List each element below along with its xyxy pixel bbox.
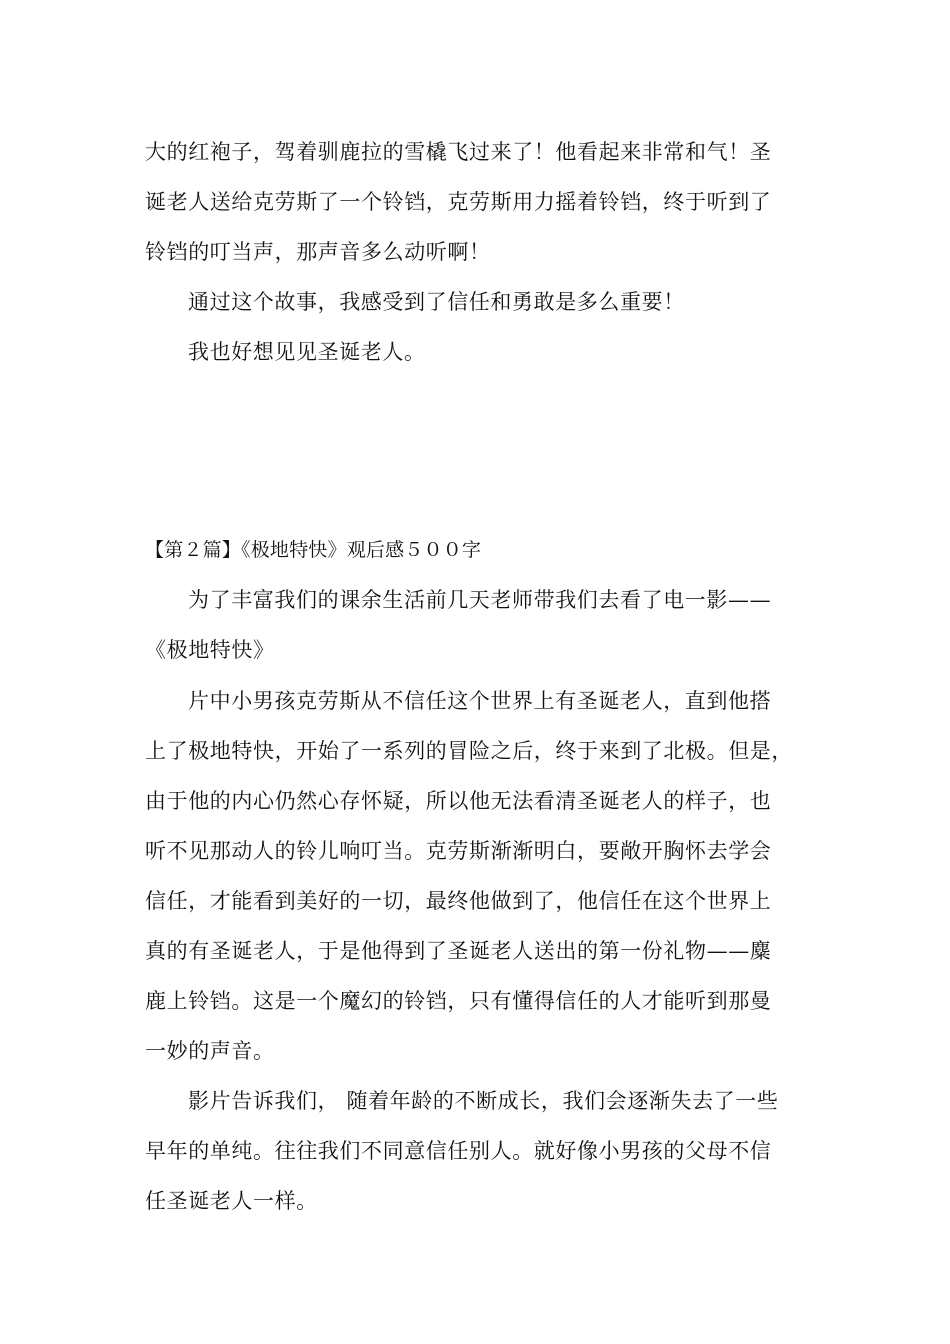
paragraph-line: 铃铛的叮当声，那声音多么动听啊！ (145, 240, 491, 264)
paragraph-line: 听不见那动人的铃儿响叮当。克劳斯渐渐明白，要敞开胸怀去学会 (145, 839, 772, 863)
paragraph-line: 一妙的声音。 (145, 1039, 275, 1063)
paragraph-line: 由于他的内心仍然心存怀疑，所以他无法看清圣诞老人的样子，也 (145, 789, 772, 813)
paragraph-line: 鹿上铃铛。这是一个魔幻的铃铛，只有懂得信任的人才能听到那曼 (145, 989, 772, 1013)
paragraph-line: 《极地特快》 (145, 638, 275, 662)
paragraph-line: 影片告诉我们， 随着年龄的不断成长，我们会逐渐失去了一些 (188, 1089, 779, 1113)
paragraph-line: 大的红袍子，驾着驯鹿拉的雪橇飞过来了！他看起来非常和气！圣 (145, 140, 772, 164)
paragraph-line: 上了极地特快，开始了一系列的冒险之后，终于来到了北极。但是， (145, 739, 793, 763)
paragraph-line: 为了丰富我们的课余生活前几天老师带我们去看了电一影—— (188, 588, 772, 612)
paragraph-line: 任圣诞老人一样。 (145, 1189, 318, 1213)
paragraph-line: 信任，才能看到美好的一切，最终他做到了，他信任在这个世界上 (145, 889, 772, 913)
paragraph-line: 早年的单纯。往往我们不同意信任别人。就好像小男孩的父母不信 (145, 1139, 772, 1163)
paragraph-line: 通过这个故事，我感受到了信任和勇敢是多么重要！ (188, 290, 685, 314)
paragraph-line: 诞老人送给克劳斯了一个铃铛，克劳斯用力摇着铃铛，终于听到了 (145, 190, 772, 214)
paragraph-line: 我也好想见见圣诞老人。 (188, 340, 426, 364)
section-heading: 【第２篇】《极地特快》观后感５００字 (145, 539, 482, 561)
paragraph-line: 片中小男孩克劳斯从不信任这个世界上有圣诞老人，直到他搭 (188, 689, 772, 713)
paragraph-line: 真的有圣诞老人，于是他得到了圣诞老人送出的第一份礼物——麋 (145, 939, 772, 963)
